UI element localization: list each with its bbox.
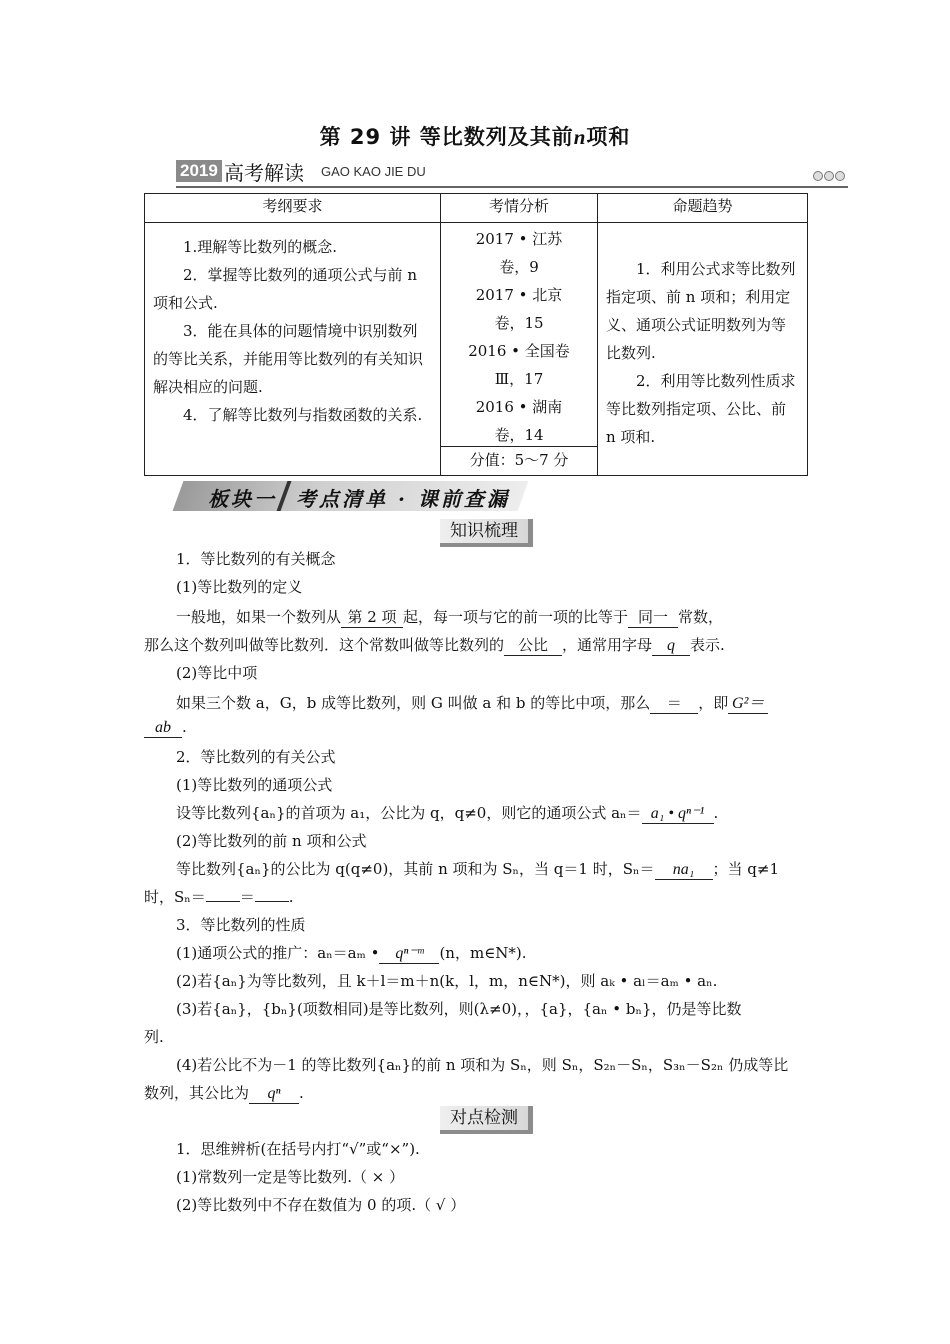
requirements-cell: 1.理解等比数列的概念. 2．掌握等比数列的通项公式与前 n 项和公式. 3．能在具体的问题情境中识别数列的等比关系，并能用等比数列的有关知识解决相应的问题. 4．了解等比数列与指数函数的关系.	[145, 223, 441, 476]
section-name: 考点清单 · 课前查漏	[296, 487, 510, 511]
banner-year: 2019	[176, 160, 222, 182]
banner-pinyin: GAO KAO JIE DU	[321, 164, 426, 179]
lecture-title: 第 29 讲 等比数列及其前n项和	[319, 125, 631, 149]
analysis-cell: 2017 • 江苏 卷，9 2017 • 北京 卷，15 2016 • 全国卷 Ⅲ，17 2016 • 湖南 卷，14 分值：5～7 分	[441, 223, 598, 476]
banner-title: 高考解读	[224, 161, 304, 185]
section-part: 板块一	[208, 487, 277, 511]
trends-cell: 1．利用公式求等比数列指定项、前 n 项和；利用定义、通项公式证明数列为等比数列. 2．利用等比数列性质求等比数列指定项、公比、前 n 项和.	[598, 223, 808, 476]
exam-banner	[176, 158, 848, 188]
knowledge-chip: 知识梳理	[440, 519, 533, 547]
header-analysis: 考情分析	[441, 194, 598, 223]
decorative-dots-icon	[812, 167, 846, 177]
section-header	[178, 481, 528, 511]
check-chip: 对点检测	[440, 1106, 533, 1134]
score-range: 分值：5～7 分	[441, 446, 597, 475]
exam-analysis-table	[144, 193, 808, 476]
header-trends: 命题趋势	[598, 194, 808, 223]
header-requirements: 考纲要求	[145, 194, 441, 223]
definition-line: 一般地，如果一个数列从 第 2 项 起，每一项与它的前一项的比等于 同一 常数，	[176, 608, 724, 626]
